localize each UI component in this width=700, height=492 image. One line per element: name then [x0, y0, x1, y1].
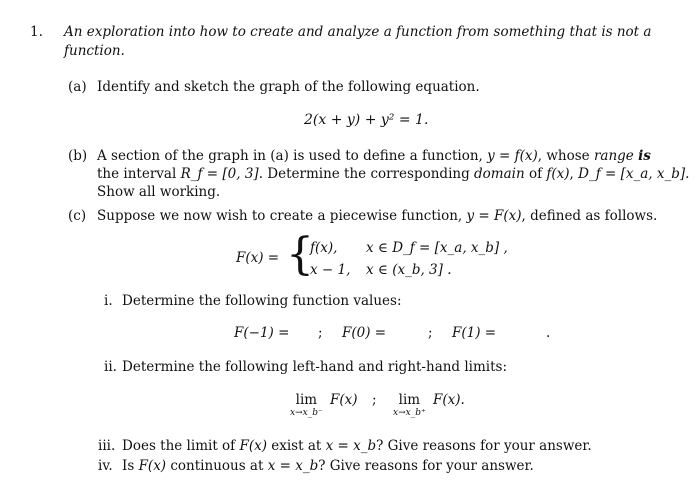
problem-title-line1: An exploration into how to create and analyze a function from something that is not a [64, 24, 652, 40]
value-sep2: ; [428, 325, 433, 341]
part-a-label: (a) [68, 79, 87, 95]
problem-number: 1. [30, 24, 43, 40]
sub-iii-label: iii. [98, 438, 116, 454]
piecewise-lhs: F(x) = [236, 250, 280, 266]
piecewise-case2-cond: x ∈ (x_b, 3] . [366, 262, 452, 278]
value-f-minus1: F(−1) = [234, 325, 290, 341]
part-c-label: (c) [68, 208, 87, 224]
sub-iv-text: Is F(x) continuous at x = x_b? Give reasons for your answer. [122, 458, 534, 474]
piecewise-brace: { [286, 229, 314, 280]
piecewise-case1-cond: x ∈ D_f = [x_a, x_b] , [366, 240, 508, 256]
part-b-line2: the interval R_f = [0, 3]. Determine the corresponding domain of f(x), D_f = [x_a, x_b]. [97, 166, 690, 182]
part-b-line1: A section of the graph in (a) is used to define a function, y = f(x), whose range is [97, 148, 651, 164]
value-f-1: F(1) = [452, 325, 497, 341]
part-a-text: Identify and sketch the graph of the following equation. [97, 79, 480, 95]
piecewise-case1-expr: f(x), [310, 240, 338, 256]
value-f-0: F(0) = [342, 325, 387, 341]
part-b-label: (b) [68, 148, 88, 164]
part-b-line3: Show all working. [97, 184, 221, 200]
limit-left: lim x→x_b⁻ F(x) [290, 392, 358, 418]
limit-right: lim x→x_b⁺ F(x). [393, 392, 465, 418]
part-c-text: Suppose we now wish to create a piecewise function, y = F(x), defined as follows. [97, 208, 658, 224]
problem-title-line2: function. [64, 43, 125, 59]
sub-iii-text: Does the limit of F(x) exist at x = x_b? Give reasons for your answer. [122, 438, 592, 454]
limit-sep: ; [372, 392, 377, 408]
piecewise-case2-expr: x − 1, [310, 262, 351, 278]
sub-iv-label: iv. [98, 458, 113, 474]
part-a-equation: 2(x + y) + y² = 1. [304, 112, 429, 128]
value-end: . [546, 325, 551, 341]
sub-i-text: Determine the following function values: [122, 293, 402, 309]
value-sep1: ; [318, 325, 323, 341]
sub-ii-text: Determine the following left-hand and right-hand limits: [122, 359, 508, 375]
sub-i-label: i. [104, 293, 113, 309]
sub-ii-label: ii. [104, 359, 117, 375]
